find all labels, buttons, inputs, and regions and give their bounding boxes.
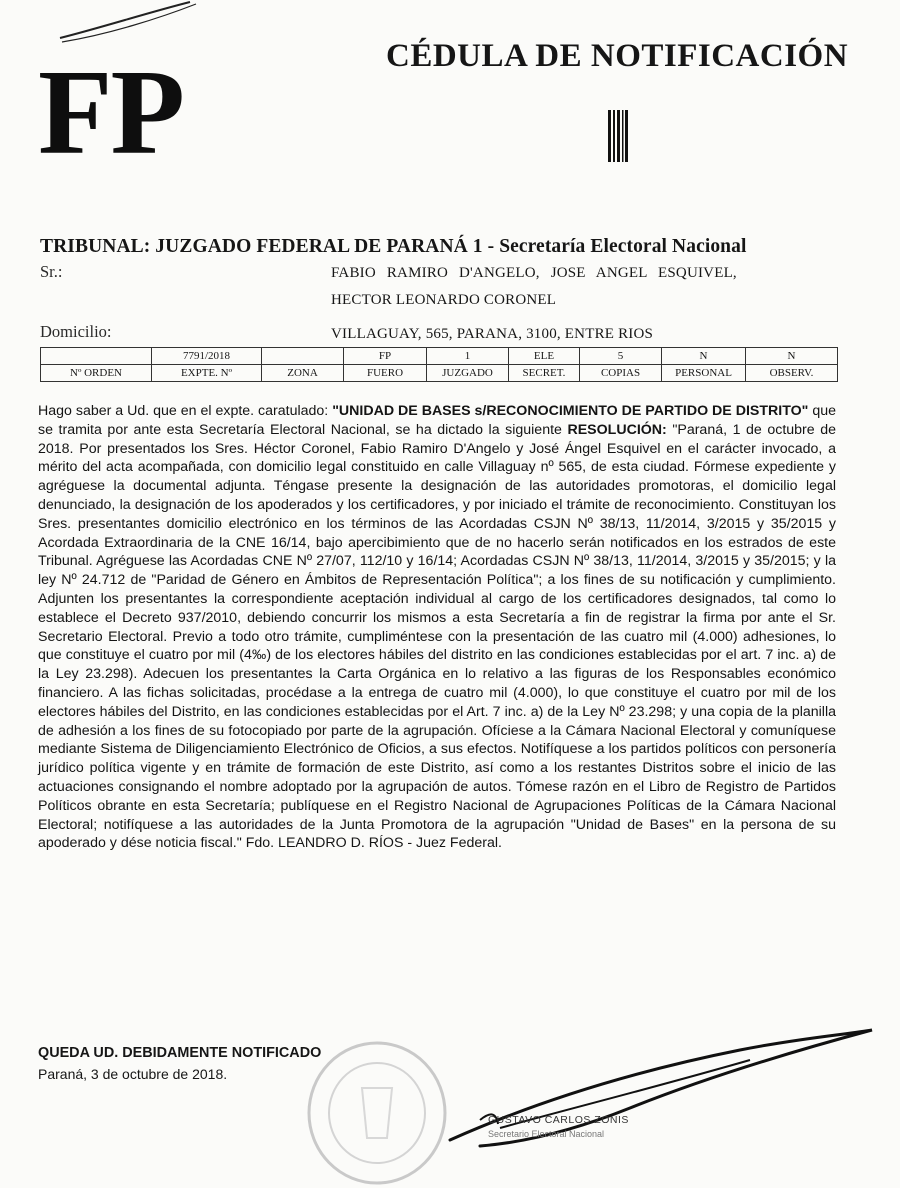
place-date: Paraná, 3 de octubre de 2018. [38,1066,228,1082]
domicilio-label: Domicilio: [40,322,112,341]
meta-value-cell [41,348,152,365]
addressee-names-line1: FABIO RAMIRO D'ANGELO, JOSE ANGEL ESQUIVEL, [331,265,737,281]
body-intro: Hago saber a Ud. que en el expte. caratulado: [38,403,333,419]
case-title: "UNIDAD DE BASES s/RECONOCIMIENTO DE PARTIDO DE DISTRITO" [332,403,809,419]
signer-role: Secretario Electoral Nacional [488,1129,605,1139]
document-title: CÉDULA DE NOTIFICACIÓN [386,38,849,74]
sr-label: Sr.: [40,262,63,281]
meta-values-row [41,348,838,365]
resolution-body [38,402,836,853]
meta-header-cell: Nº ORDEN [41,365,152,382]
signer-name: GUSTAVO CARLOS ZONIS [488,1114,629,1126]
meta-header-cell: SECRET. [509,365,580,382]
meta-header-cell: ZONA [262,365,344,382]
resolution-text: "Paraná, 1 de octubre de 2018. Por presentados los Sres. Héctor Coronel, Fabio Ramiro D'Angelo y José Ángel Esquivel en el carácter invocado, a mérito del acta acompañada, con domicilio legal constituido en calle Villaguay nº 565, de esta ciudad. Fórmese expediente y agréguese la documental adjunta. Téngase presente la designación de las autoridades promotoras, el domicilio legal denunciado, la designación de los apoderados y los certificadores, y por iniciado el trámite de reconocimiento. Constituyan los Sres. presentantes domicilio electrónico en los términos de las Acordadas CSJN Nº 38/13, 11/2014, 3/2015 y 35/2015 y Acordada Extraordinaria de la CNE 16/14, bajo apercibimiento que de no hacerlo serán notificados en los estrados de este Tribunal. Agréguese las Acordadas CNE Nº 27/07, 112/10 y 16/14; Acordadas CSJN Nº 38/13, 11/2014, 3/2015 y 35/2015; y la ley Nº 24.712 de "Paridad de Género en Ámbitos de Representación Política"; a los fines de su notificación y cumplimiento. Adjunten los presentantes la correspondiente aceptación individual al cargo de los certificadores designados, tal como lo establece el Decreto 937/2010, debiendo concurrir los mismos a esta Secretaría a fin de registrar la firma por ante el Sr. Secretario Electoral. Previo a todo otro trámite, cumpliméntese con la presentación de las cuatro mil (4.000) adhesiones, lo que constituye el cuatro por mil (4‰) de los electores hábiles del distrito en las condiciones establecidas por el art. 7 inc. a) de la Ley 23.298). Adecuen los presentantes la Carta Orgánica en lo relativo a las figuras de los Responsables económico financiero. A las fichas solicitadas, procédase a la entrega de cuatro mil (4.000), lo que constituye el cuatro por mil de los electores hábiles del Distrito, en las condiciones establecidas por el Art. 7 inc. a) de la Ley Nº 23.298; y una copia de la planilla de adhesión a los fines de su fotocopiado por parte de la agrupación. Ofíciese a la Cámara Nacional Electoral y comuníquese mediante Sistema de Diligenciamiento Electrónico de Oficios, a sus efectos. Notifíquese a los partidos políticos con personería jurídico política vigente y en trámite de formación de este Distrito, así como a los restantes Distritos sobre el inicio de las actuaciones consignando el nombre adoptado por la agrupación de autos. Tómese razón en el Libro de Registro de Partidos Políticos obrante en esta Secretaría; publíquese en el Registro Nacional de Agrupaciones Políticas de la Cámara Nacional Electoral; notifíquese a las autoridades de la Junta Promotora de la agrupación "Unidad de Bases" en la persona de su apoderado y dése noticia fiscal." Fdo. LEANDRO D. RÍOS - Juez Federal. [38,421,836,852]
signature-icon [420,1020,880,1160]
body-text: que se tramita por ante esta Secretaría Electoral Nacional, se ha dictado la siguiente [38,403,836,438]
meta-value-cell: 1 [427,348,509,365]
meta-headers-row [41,365,838,382]
meta-header-cell: PERSONAL [662,365,746,382]
meta-header-cell: FUERO [344,365,427,382]
resolution-label: RESOLUCIÓN: [567,421,667,438]
meta-header-cell: JUZGADO [427,365,509,382]
meta-value-cell [262,348,344,365]
case-meta-table [40,347,838,382]
tribunal-heading: TRIBUNAL: JUZGADO FEDERAL DE PARANÁ 1 - Secretaría Electoral Nacional [40,236,747,257]
domicilio-value: VILLAGUAY, 565, PARANA, 3100, ENTRE RIOS [331,326,654,342]
meta-value-cell: N [662,348,746,365]
meta-value-cell: ELE [509,348,580,365]
addressee-names-line2: HECTOR LEONARDO CORONEL [331,292,557,308]
fp-logo: FP [38,45,184,180]
meta-header-cell: EXPTE. Nº [152,365,262,382]
barcode-icon [608,110,630,162]
meta-header-cell: COPIAS [580,365,662,382]
meta-value-cell: FP [344,348,427,365]
meta-header-cell: OBSERV. [746,365,838,382]
meta-value-cell: N [746,348,838,365]
notified-statement: QUEDA UD. DEBIDAMENTE NOTIFICADO [38,1045,322,1061]
meta-value-cell: 5 [580,348,662,365]
pen-stroke-mark [50,0,200,50]
meta-value-cell: 7791/2018 [152,348,262,365]
